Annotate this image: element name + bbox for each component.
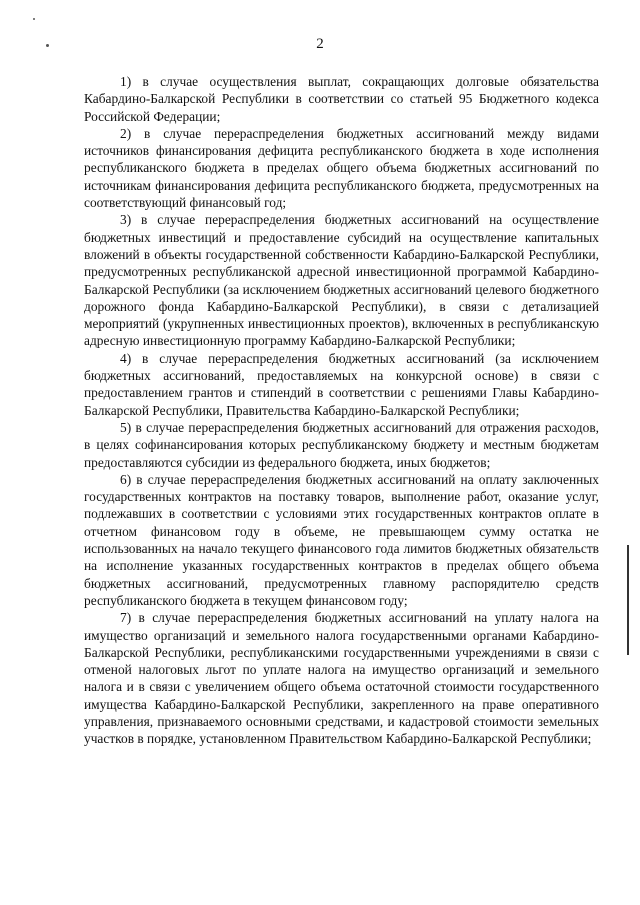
page-number: 2: [316, 36, 324, 52]
paragraph-1: 1) в случае осуществления выплат, сокращающих долговые обязательства Кабардино-Балкарской Республики в соответствии со статьей 95 Бюджетного кодекса Российской Федерации;: [84, 74, 599, 124]
scan-speck: [33, 18, 35, 20]
document-body: [84, 73, 599, 748]
paragraph-2: 2) в случае перераспределения бюджетных ассигнований между видами источников финансирования дефицита республиканского бюджета в ходе исполнения республиканского бюджета в пределах общего объема бюджетных ассигнований по источникам финансирования дефицита республиканского бюджета, предусмотренных на соответствующий финансовый год;: [84, 125, 599, 211]
scan-edge-mark: [627, 545, 629, 655]
paragraph-7: 7) в случае перераспределения бюджетных ассигнований на уплату налога на имущество организаций и земельного налога государственными органами Кабардино-Балкарской Республики, республиканскими государственными учреждениями в связи с отменой налоговых льгот по уплате налога на имущество организаций и земельного налога и в связи с увеличением общего объема остаточной стоимости государственного имущества Кабардино-Балкарской Республики, закрепленного на праве оперативного управления, признаваемого основными средствами, и кадастровой стоимости земельных участков в порядке, установленном Правительством Кабардино-Балкарской Республики;: [84, 610, 599, 747]
paragraph-6: 6) в случае перераспределения бюджетных ассигнований на оплату заключенных государственных контрактов на поставку товаров, выполнение работ, оказание услуг, подлежавших в соответствии с условиями этих государственных контрактов оплате в отчетном финансовом году в объеме, не превышающем сумму остатка не использованных на начало текущего финансового года лимитов бюджетных обязательств на исполнение указанных государственных контрактов в пределах общего объема бюджетных ассигнований, предусмотренных главному распорядителю средств республиканского бюджета в текущем финансовом году;: [84, 471, 599, 608]
paragraph-5: 5) в случае перераспределения бюджетных ассигнований для отражения расходов, в целях софинансирования которых республиканскому бюджету и местным бюджетам предоставляются субсидии из федерального бюджета, иных бюджетов;: [84, 419, 599, 470]
paragraph-4: 4) в случае перераспределения бюджетных ассигнований (за исключением бюджетных ассигнований, предоставляемых на конкурсной основе) в связи с предоставлением грантов и стипендий в соответствии с решениями Главы Кабардино-Балкарской Республики, Правительства Кабардино-Балкарской Республики;: [84, 350, 599, 418]
paragraph-3: 3) в случае перераспределения бюджетных ассигнований на осуществление бюджетных инвестиций и предоставление субсидий на осуществление капитальных вложений в объекты государственной собственности Кабардино-Балкарской Республики, предусмотренных республиканской адресной инвестиционной программой Кабардино-Балкарской Республики (за исключением бюджетных ассигнований целевого бюджетного дорожного фонда Кабардино-Балкарской Республики), в связи с детализацией мероприятий (укрупненных инвестиционных проектов), включенных в республиканскую адресную инвестиционную программу Кабардино-Балкарской Республики;: [84, 212, 599, 349]
